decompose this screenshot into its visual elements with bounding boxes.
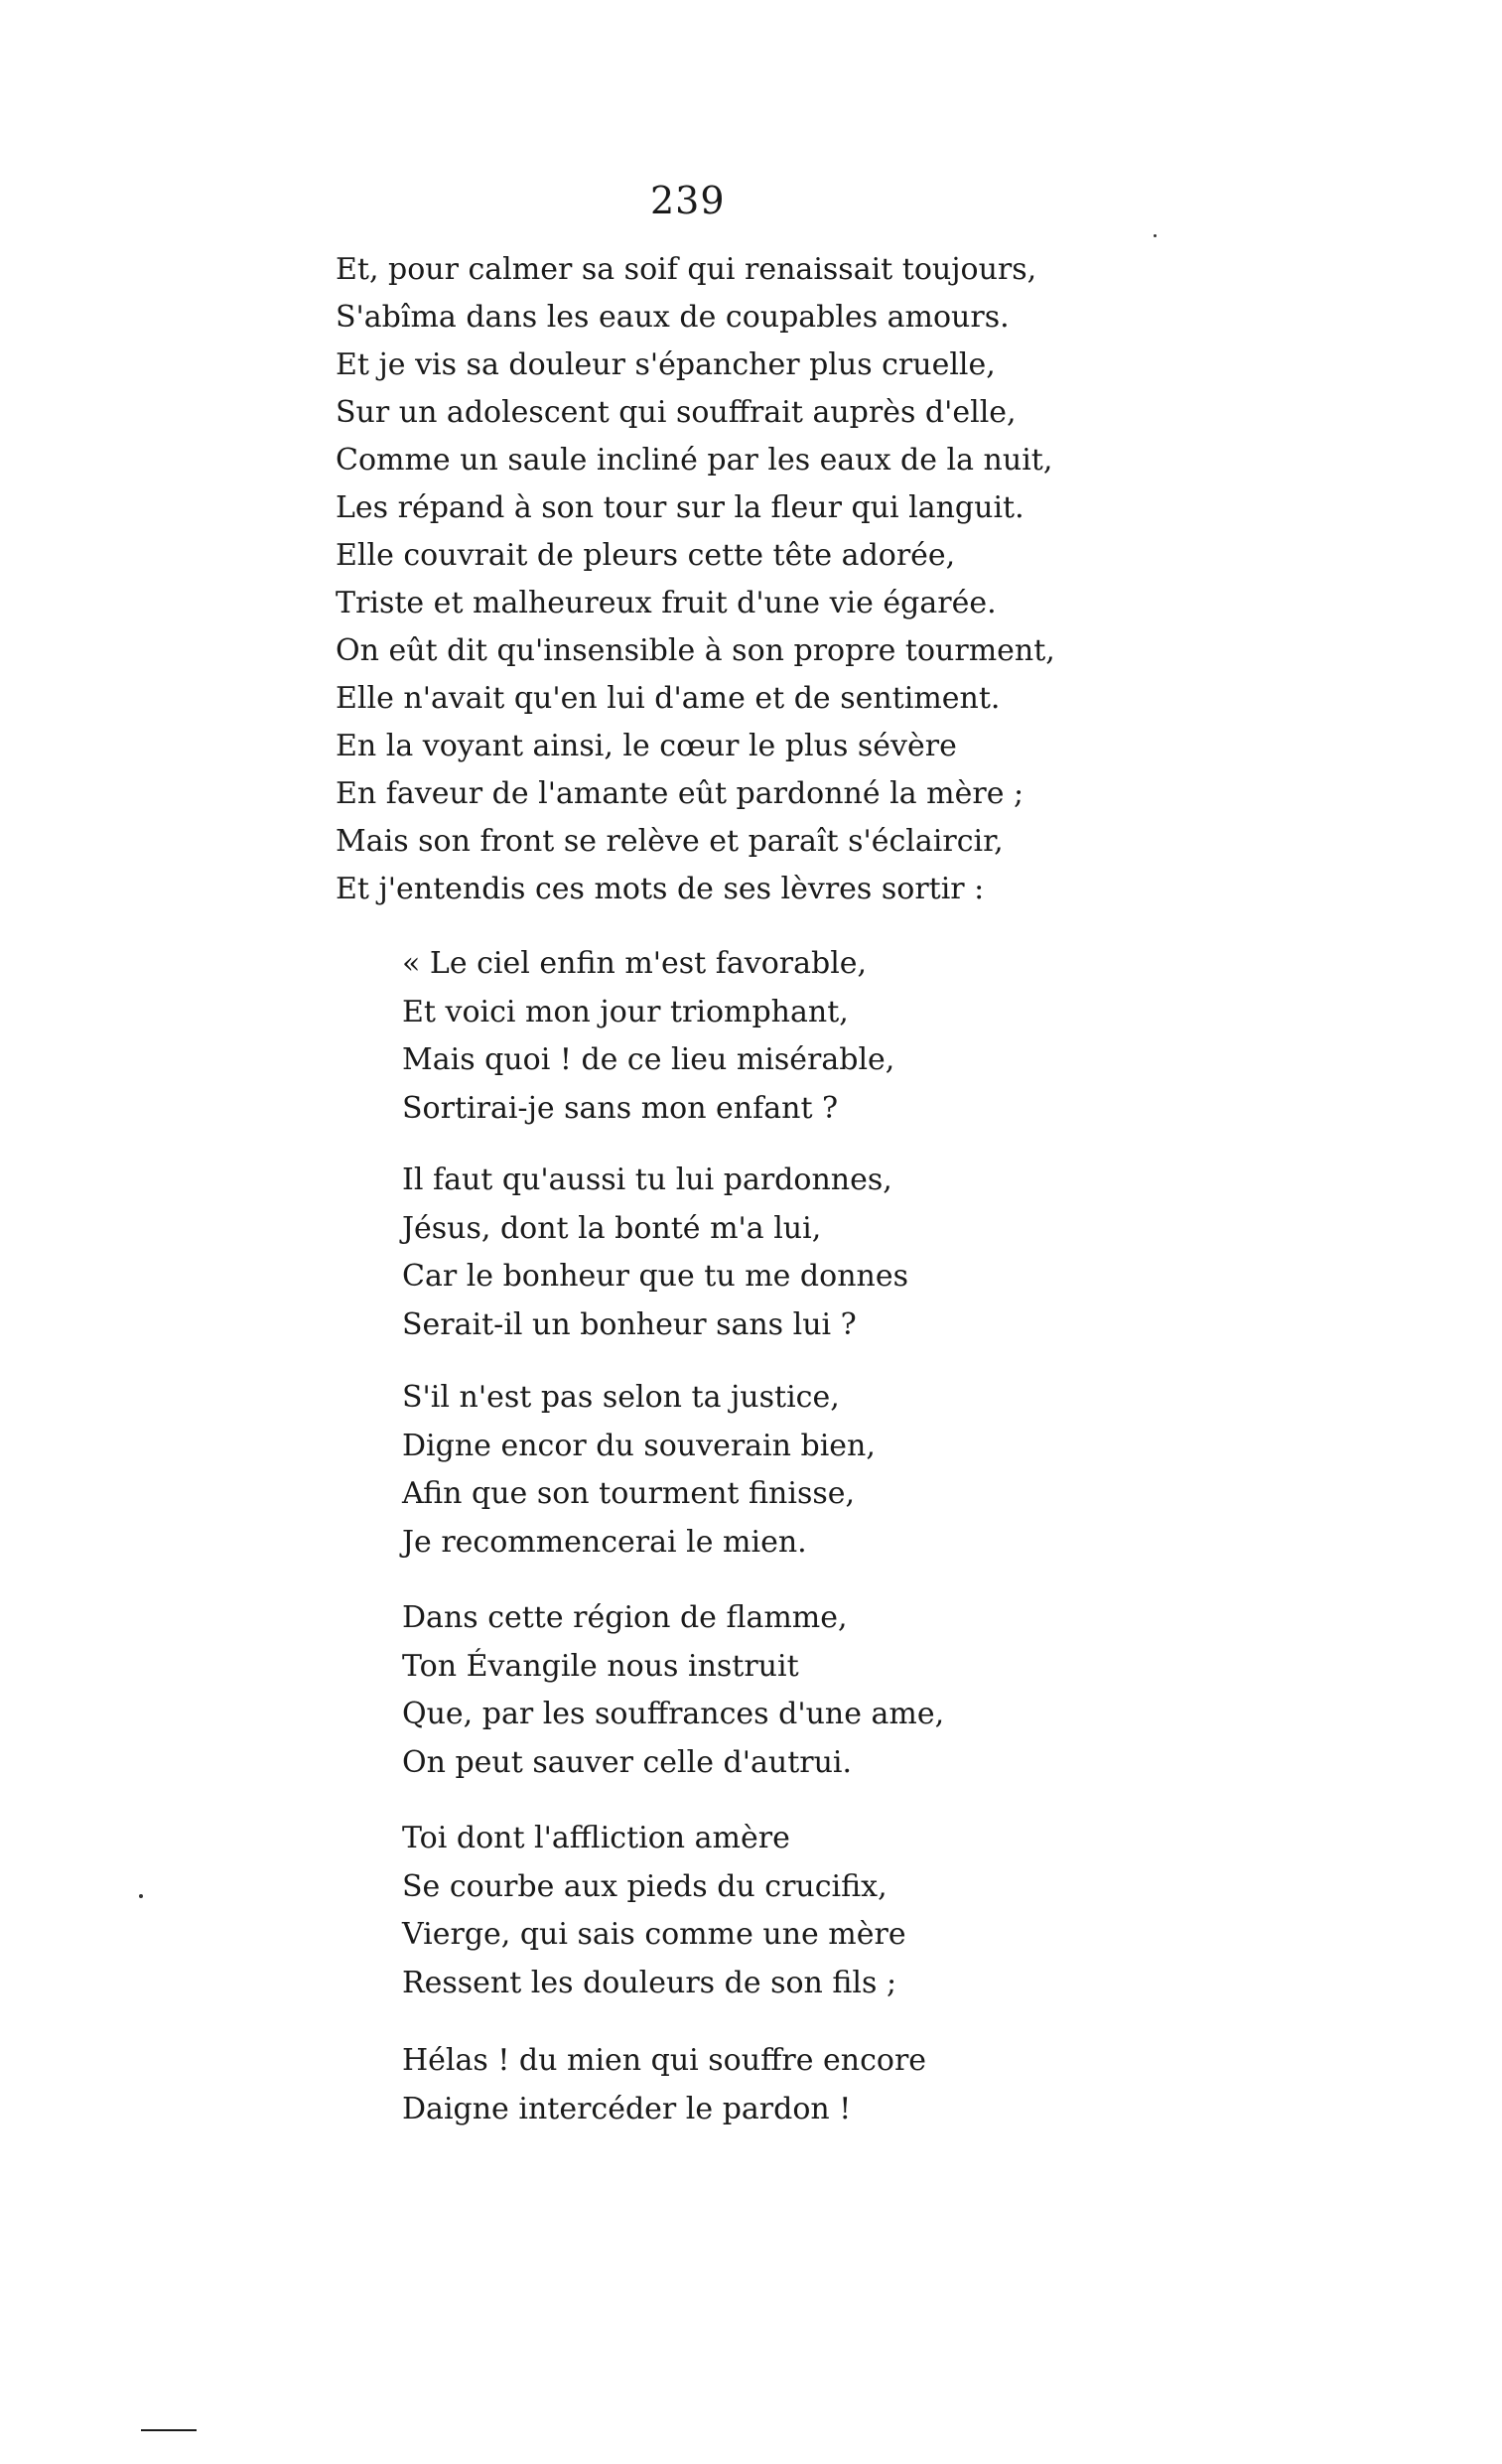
stanza-line: Daigne intercéder le pardon ! (402, 2091, 852, 2126)
stanza-line: Afin que son tourment finisse, (402, 1476, 856, 1511)
verse-line: Elle n'avait qu'en lui d'ame et de sentiment. (336, 681, 1001, 716)
stanza-line: Ton Évangile nous instruit (402, 1648, 799, 1684)
stanza-4 (402, 1594, 944, 1787)
stanza-3 (402, 1374, 876, 1567)
verse-line: S'abîma dans les eaux de coupables amours. (336, 300, 1010, 335)
verse-line: Et je vis sa douleur s'épancher plus cruelle, (336, 347, 996, 382)
verse-line: Mais son front se relève et paraît s'éclaircir, (336, 824, 1004, 859)
scan-speck-top (1154, 234, 1157, 237)
stanza-line: Dans cette région de flamme, (402, 1600, 848, 1635)
stanza-1 (402, 940, 894, 1133)
stanza-line: Ressent les douleurs de son fils ; (402, 1965, 897, 2000)
stanza-line: Vierge, qui sais comme une mère (402, 1917, 906, 1952)
footer-rule (141, 2429, 197, 2431)
verse-line: En faveur de l'amante eût pardonné la mère ; (336, 776, 1024, 811)
verse-line: Sur un adolescent qui souffrait auprès d'elle, (336, 395, 1017, 430)
stanza-line: Sortirai-je sans mon enfant ? (402, 1090, 839, 1126)
stanza-line: Serait-il un bonheur sans lui ? (402, 1306, 857, 1342)
stanza-line: Jésus, dont la bonté m'a lui, (402, 1210, 822, 1246)
verse-line: Elle couvrait de pleurs cette tête adorée, (336, 538, 956, 573)
stanza-line: Je recommencerai le mien. (402, 1524, 807, 1560)
scan-speck-left (139, 1894, 143, 1898)
verse-line: Triste et malheureux fruit d'une vie égarée. (336, 586, 997, 620)
stanza-line: Se courbe aux pieds du crucifix, (402, 1868, 888, 1904)
stanza-line: Mais quoi ! de ce lieu misérable, (402, 1042, 895, 1077)
stanza-5 (402, 1815, 906, 2007)
verse-line: En la voyant ainsi, le cœur le plus sévère (336, 729, 957, 763)
stanza-line: Et voici mon jour triomphant, (402, 994, 849, 1029)
verse-line: Les répand à son tour sur la fleur qui languit. (336, 490, 1024, 525)
stanza-line: Hélas ! du mien qui souffre encore (402, 2043, 927, 2078)
verse-line: Comme un saule incliné par les eaux de la nuit, (336, 443, 1053, 478)
verse-line: Et j'entendis ces mots de ses lèvres sortir : (336, 872, 985, 906)
narrative-verse (336, 246, 1055, 913)
stanza-line: Toi dont l'affliction amère (402, 1821, 790, 1855)
stanza-line: Que, par les souffrances d'une ame, (402, 1697, 945, 1731)
stanza-2 (402, 1157, 908, 1349)
page-number: 239 (650, 179, 726, 222)
stanza-line: Digne encor du souverain bien, (402, 1428, 876, 1463)
verse-line: On eût dit qu'insensible à son propre tourment, (336, 633, 1055, 668)
stanza-line: Il faut qu'aussi tu lui pardonnes, (402, 1163, 892, 1197)
stanza-6 (402, 2037, 926, 2133)
stanza-line: Car le bonheur que tu me donnes (402, 1259, 908, 1294)
verse-line: Et, pour calmer sa soif qui renaissait toujours, (336, 252, 1037, 287)
stanza-line: « Le ciel enfin m'est favorable, (402, 946, 868, 981)
stanza-line: S'il n'est pas selon ta justice, (402, 1380, 840, 1415)
stanza-line: On peut sauver celle d'autrui. (402, 1744, 853, 1780)
